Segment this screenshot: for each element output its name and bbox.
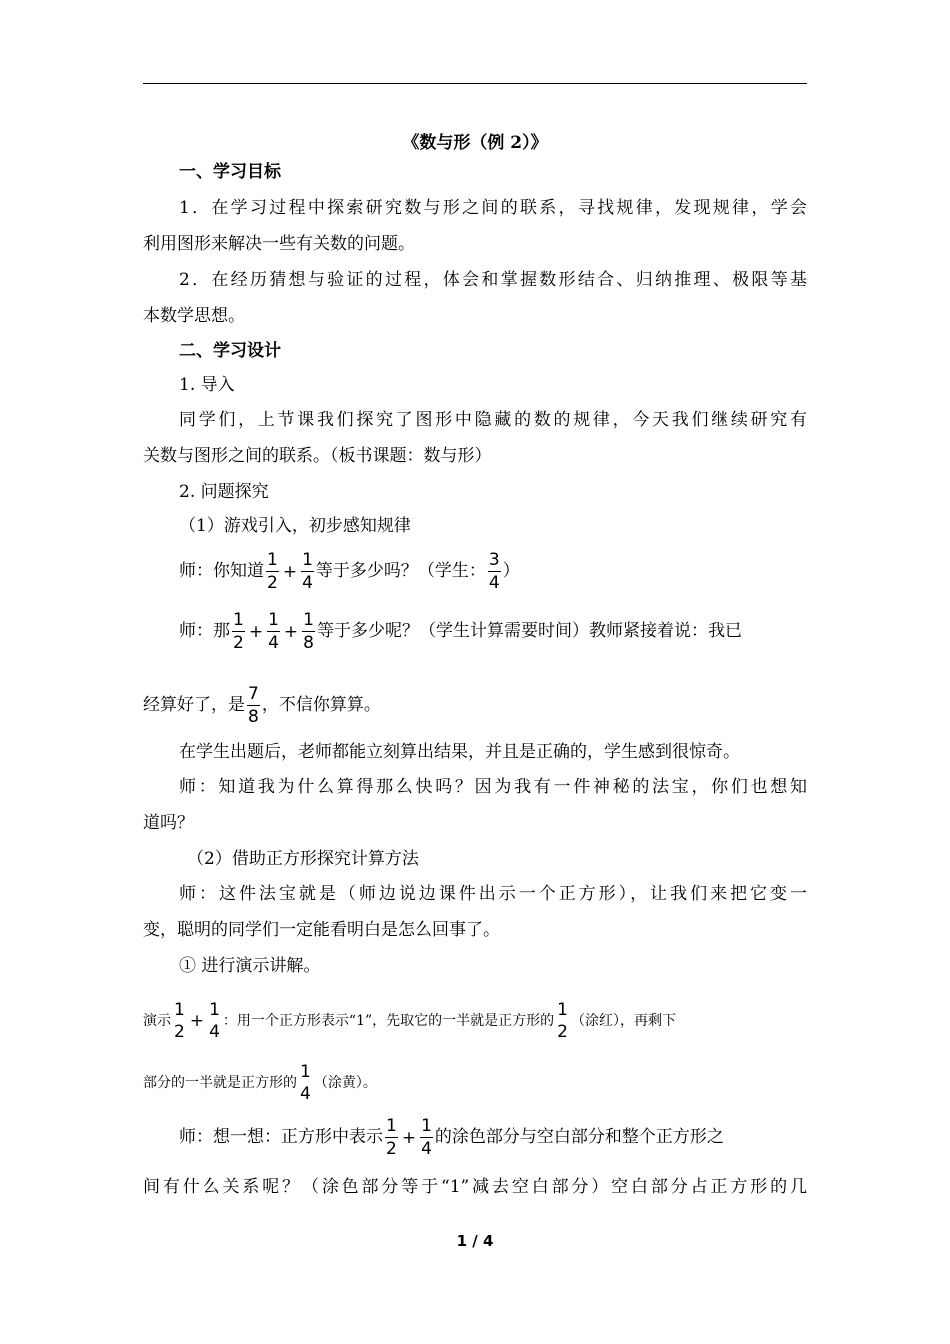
fraction-1-4: $\frac{1}{4}$ xyxy=(268,610,279,653)
subheading-explore: 2. 问题探究 xyxy=(179,482,269,502)
dialog-line-3 xyxy=(143,682,807,728)
dialog-text: ，不信你算算。 xyxy=(261,695,381,715)
demo-text: （涂红），再剩下 xyxy=(570,1013,676,1029)
page-number: 1 / 4 xyxy=(456,1232,494,1250)
fraction-1-4: $\frac{1}{4}$ xyxy=(421,1116,432,1159)
section-heading-goals: 一、学习目标 xyxy=(179,162,281,182)
dialog-text: 等于多少呢？（学生计算需要时间）教师紧接着说：我已 xyxy=(316,621,742,641)
dialog-line-9: 间有什么关系呢？（涂色部分等于“1”减去空白部分）空白部分占正方形的几 xyxy=(143,1177,807,1197)
fraction-1-2: $\frac{1}{2}$ xyxy=(267,550,278,593)
goal-2-line-1: 2．在经历猜想与验证的过程，体会和掌握数形结合、归纳推理、极限等基 xyxy=(179,270,807,290)
fraction-1-2: $\frac{1}{2}$ xyxy=(386,1116,397,1159)
dialog-line-5a: 师：知道我为什么算得那么快吗？因为我有一件神秘的法宝，你们也想知 xyxy=(179,777,807,797)
plus-sign: + xyxy=(189,1011,205,1031)
dialog-text: 的涂色部分与空白部分和整个正方形之 xyxy=(434,1127,724,1147)
dialog-text: ） xyxy=(502,561,520,581)
dialog-line-4: 在学生出题后，老师都能立刻算出结果，并且是正确的，学生感到很惊奇。 xyxy=(179,742,740,762)
demo-text: 演示 xyxy=(143,1013,171,1029)
goal-1-line-1: 1．在学习过程中探索研究数与形之间的联系，寻找规律，发现规律，学会 xyxy=(179,198,807,218)
fraction-1-8: $\frac{1}{8}$ xyxy=(303,610,314,653)
demo-text: ：用一个正方形表示“1”，先取它的一半就是正方形的 xyxy=(222,1013,555,1029)
dialog-line-1 xyxy=(143,548,807,595)
intro-line-2: 关数与图形之间的联系。（板书课题：数与形） xyxy=(143,446,492,466)
dialog-line-8 xyxy=(143,1114,807,1161)
dialog-line-5b: 道吗？ xyxy=(143,813,194,833)
dialog-text: 师：想一想：正方形中表示 xyxy=(179,1127,383,1147)
fraction-1-4: $\frac{1}{4}$ xyxy=(302,550,313,593)
fraction-7-8: $\frac{7}{8}$ xyxy=(248,684,259,727)
fraction-1-4: 1 4 xyxy=(300,1062,311,1104)
plus-sign: + xyxy=(282,561,298,582)
dialog-text: 师：那 xyxy=(179,621,230,641)
goal-1-line-2: 利用图形来解决一些有关数的问题。 xyxy=(143,234,415,254)
subheading-intro: 1. 导入 xyxy=(179,375,235,395)
subheading-game: （1）游戏引入，初步感知规律 xyxy=(179,516,411,536)
demo-text: 部分的一半就是正方形的 xyxy=(143,1075,297,1091)
dialog-line-6a: 师：这件法宝就是（师边说边课件出示一个正方形），让我们来把它变一 xyxy=(179,884,807,904)
goal-2-line-2: 本数学思想。 xyxy=(143,306,245,326)
section-heading-design: 二、学习设计 xyxy=(179,341,281,361)
dialog-text: 经算好了，是 xyxy=(143,695,245,715)
fraction-3-4: $\frac{3}{4}$ xyxy=(488,550,500,593)
document-title: 《数与形（例 2）》 xyxy=(402,133,548,153)
demo-line-1 xyxy=(143,998,807,1044)
dialog-line-2 xyxy=(143,608,807,655)
fraction-1-2: $\frac{1}{2}$ xyxy=(233,610,244,653)
plus-sign: + xyxy=(248,621,264,642)
subheading-square: （2）借助正方形探究计算方法 xyxy=(187,849,419,869)
demo-line-2 xyxy=(143,1060,807,1106)
dialog-line-6b: 变，聪明的同学们一定能看明白是怎么回事了。 xyxy=(143,920,500,940)
intro-line-1: 同学们，上节课我们探究了图形中隐藏的数的规律，今天我们继续研究有 xyxy=(179,410,807,430)
dialog-text: 师：你知道 xyxy=(179,561,264,581)
dialog-line-7: ① 进行演示讲解。 xyxy=(179,956,321,976)
fraction-1-2: 1 2 xyxy=(174,1000,185,1042)
fraction-1-2: 1 2 xyxy=(557,1000,568,1042)
fraction-1-4: 1 4 xyxy=(209,1000,220,1042)
dialog-text: 等于多少吗？（学生： xyxy=(315,561,486,581)
demo-text: （涂黄）。 xyxy=(313,1075,377,1091)
plus-sign: + xyxy=(283,621,299,642)
plus-sign: + xyxy=(401,1127,417,1148)
header-rule xyxy=(143,83,807,84)
